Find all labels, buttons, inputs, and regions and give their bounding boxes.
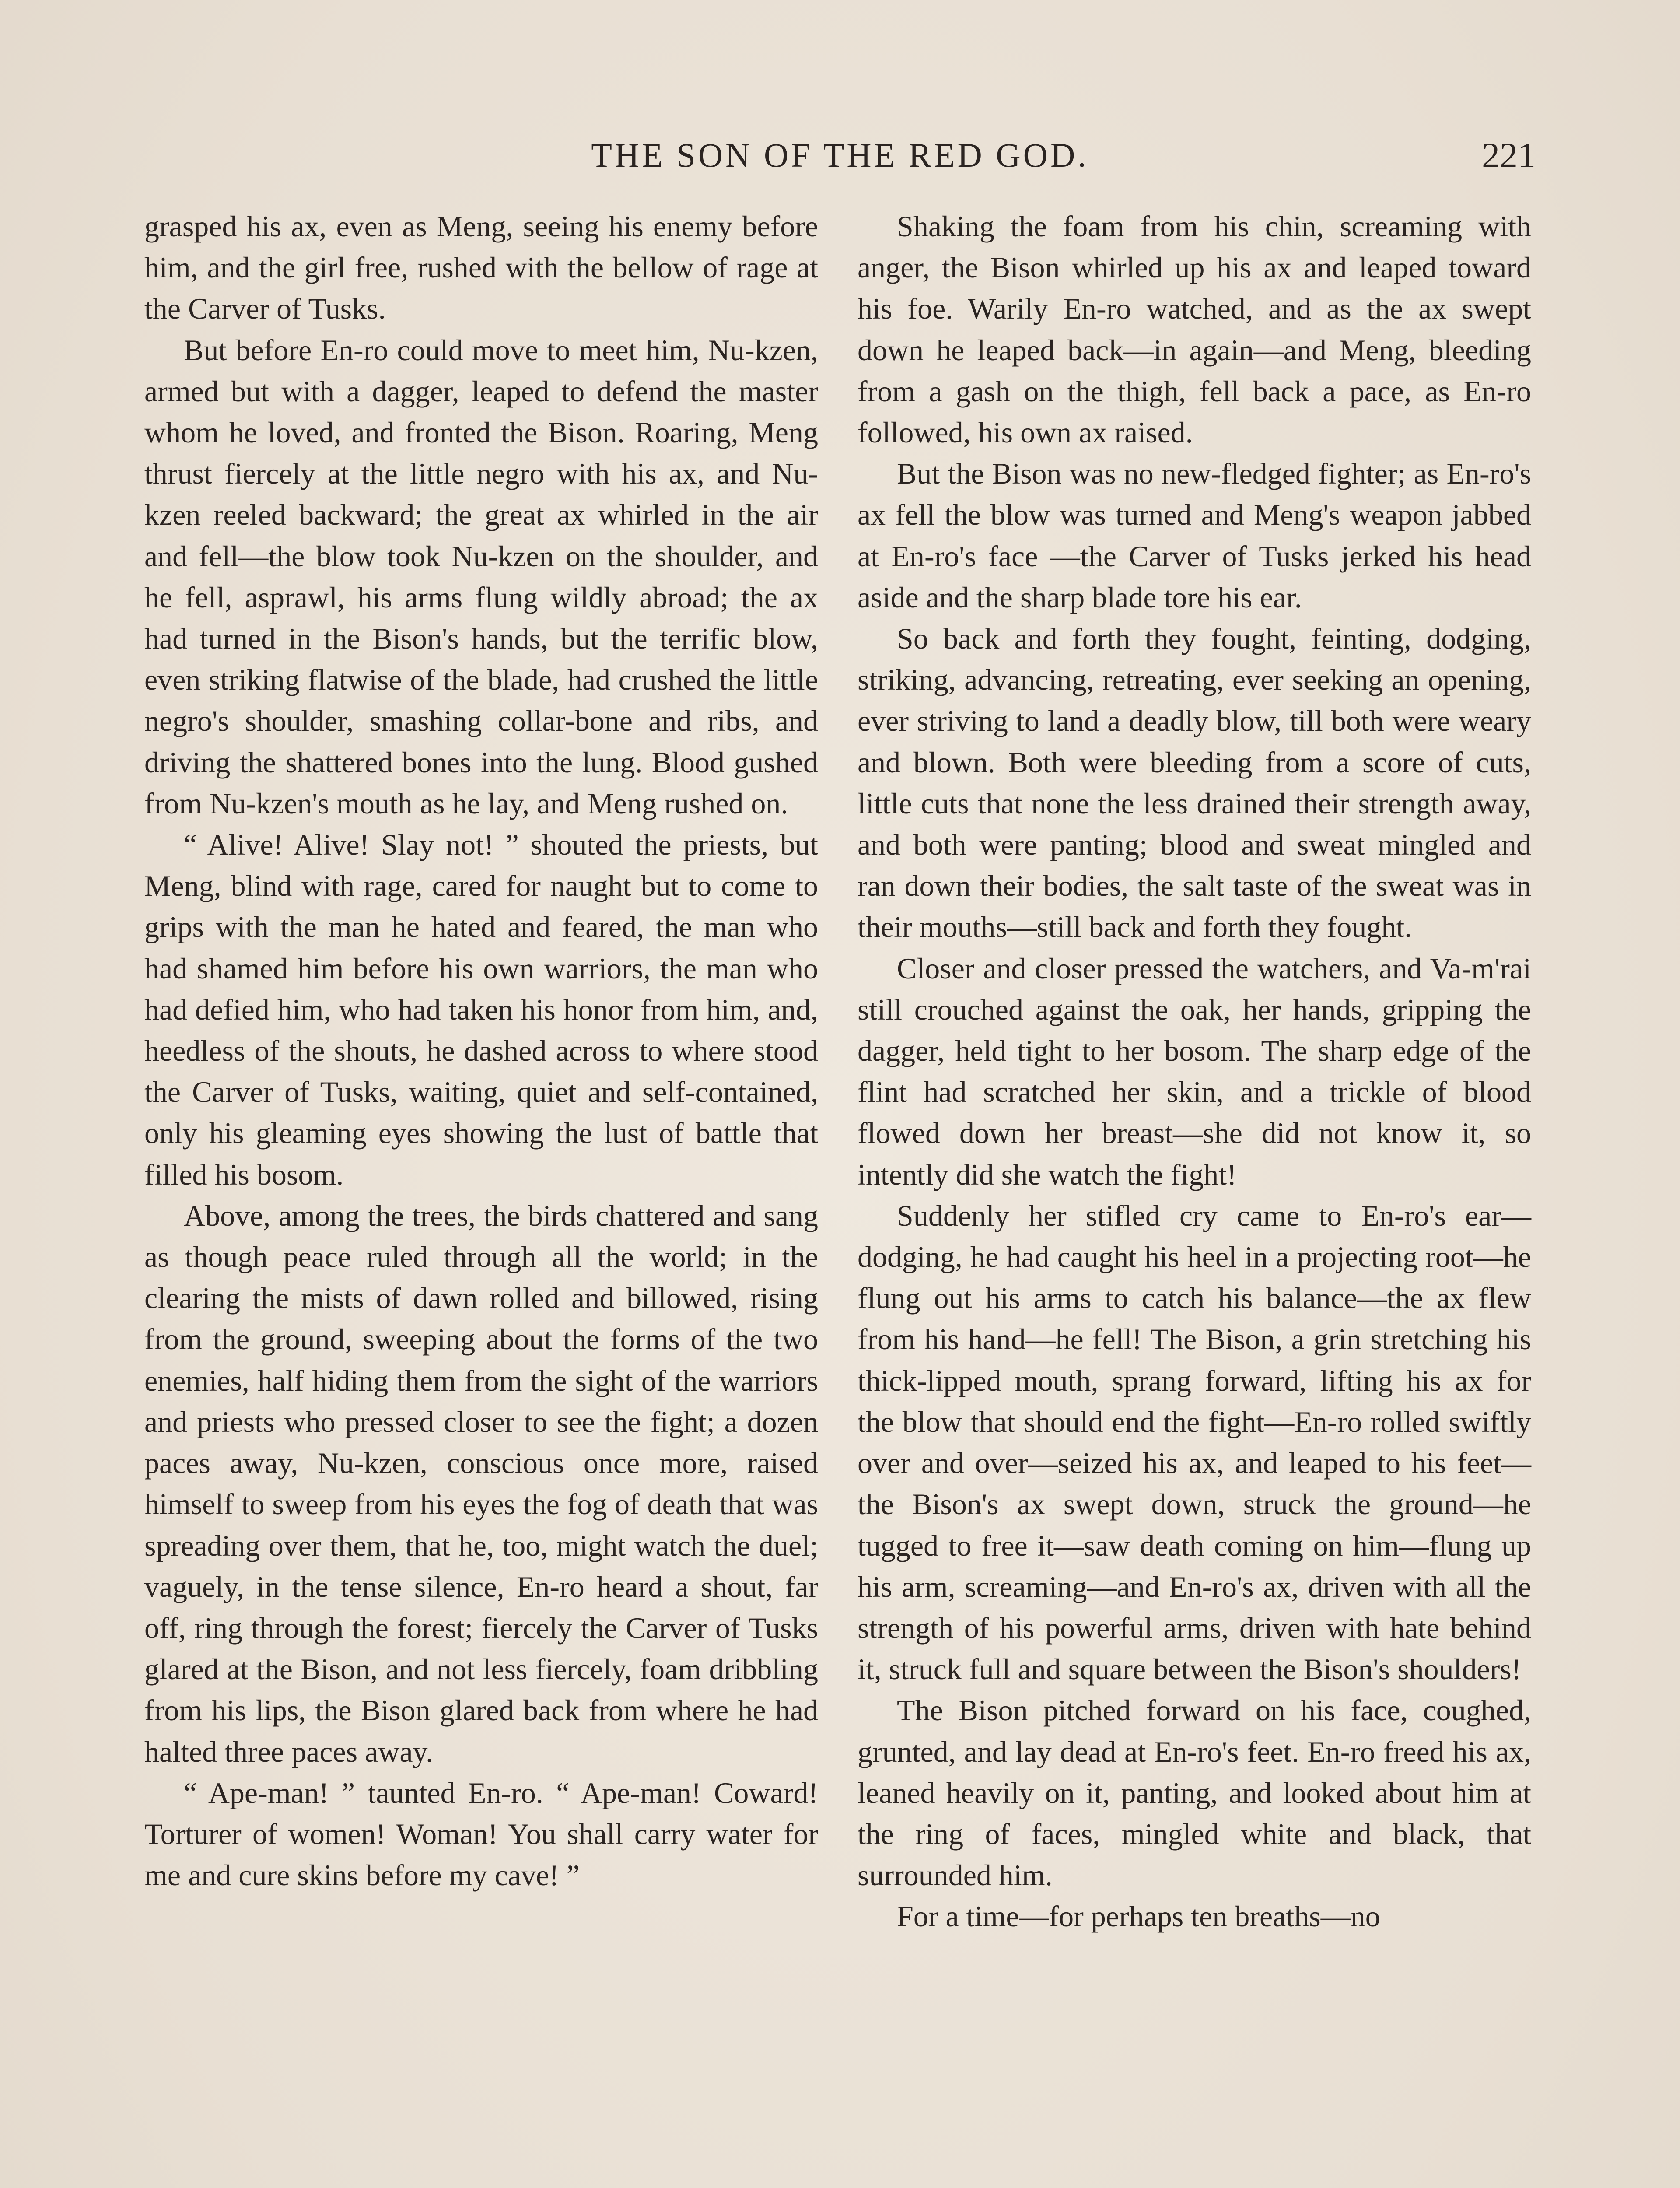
paragraph: “ Alive! Alive! Slay not! ” shouted the priests, but Meng, blind with rage, cared for naught but to come to grips with the man he hated and feared, the man who had shamed him before his own warriors, the man who had defied him, who had taken his honor from him, and, heedless of the shouts, he dashed across to where stood the Carver of Tusks, waiting, quiet and self-contained, only his gleaming eyes showing the lust of battle that filled his bosom. xyxy=(144,828,818,1191)
page-header xyxy=(144,131,1536,179)
paragraph: Above, among the trees, the birds chattered and sang as though peace ruled through all the world; in the clearing the mists of dawn rolled and billowed, rising from the ground, sweeping about the forms of the two enemies, half hiding them from the sight of the warriors and priests who pressed closer to see the fight; a dozen paces away, Nu-kzen, conscious once more, raised himself to sweep from his eyes the fog of death that was spreading over them, that he, too, might watch the duel; vaguely, in the tense silence, En-ro heard a shout, far off, ring through the forest; fiercely the Carver of Tusks glared at the Bison, and not less fiercely, foam dribbling from his lips, the Bison glared back from where he had halted three paces away. xyxy=(144,1199,818,1768)
paragraph: For a time—for perhaps ten breaths—no xyxy=(897,1900,1380,1933)
page-number: 221 xyxy=(1482,135,1536,175)
paragraph: But the Bison was no new-fledged fighter; as En-ro's ax fell the blow was turned and Meng's weapon jabbed at En-ro's face —the Carver of Tusks jerked his head aside and the sharp blade tore his ear. xyxy=(858,457,1531,614)
running-title: THE SON OF THE RED GOD. xyxy=(591,136,1089,174)
paragraph: Suddenly her stifled cry came to En-ro's ear—dodging, he had caught his heel in a projecting root—he flung out his arms to catch his balance—the ax flew from his hand—he fell! The Bison, a grin stretching his thick-lipped mouth, sprang forward, lifting his ax for the blow that should end the fight—En-ro rolled swiftly over and over—seized his ax, and leaped to his feet—the Bison's ax swept down, struck the ground—he tugged to free it—saw death coming on him—flung up his arm, screaming—and En-ro's ax, driven with all the strength of his powerful arms, driven with hate behind it, struck full and square between the Bison's shoulders! xyxy=(858,1199,1531,1686)
paragraph: But before En-ro could move to meet him, Nu-kzen, armed but with a dagger, leaped to defend the master whom he loved, and fronted the Bison. Roaring, Meng thrust fiercely at the little negro with his ax, and Nu-kzen reeled backward; the great ax whirled in the air and fell—the blow took Nu-kzen on the shoulder, and he fell, asprawl, his arms flung wildly abroad; the ax had turned in the Bison's hands, but the terrific blow, even striking flatwise of the blade, had crushed the little negro's shoulder, smashing collar-bone and ribs, and driving the shattered bones into the lung. Blood gushed from Nu-kzen's mouth as he lay, and Meng rushed on. xyxy=(144,333,818,820)
right-column xyxy=(858,206,1531,1937)
left-column xyxy=(144,206,818,1896)
paragraph: Shaking the foam from his chin, screaming with anger, the Bison whirled up his ax and leaped toward his foe. Warily En-ro watched, and as the ax swept down he leaped back—in again—and Meng, bleeding from a gash on the thigh, fell back a pace, as En-ro followed, his own ax raised. xyxy=(858,210,1531,449)
paragraph: So back and forth they fought, feinting, dodging, striking, advancing, retreating, ever seeking an opening, ever striving to land a deadly blow, till both were weary and blown. Both were bleeding from a score of cuts, little cuts that none the less drained their strength away, and both were panting; blood and sweat mingled and ran down their bodies, the salt taste of the sweat was in their mouths—still back and forth they fought. xyxy=(858,622,1531,944)
paragraph: grasped his ax, even as Meng, seeing his enemy before him, and the girl free, rushed with the bellow of rage at the Carver of Tusks. xyxy=(144,210,818,326)
paragraph: “ Ape-man! ” taunted En-ro. “ Ape-man! Coward! Torturer of women! Woman! You shall carry water for me and cure skins before my cave! ” xyxy=(144,1776,818,1892)
paragraph: The Bison pitched forward on his face, coughed, grunted, and lay dead at En-ro's feet. En-ro freed his ax, leaned heavily on it, panting, and looked about him at the ring of faces, mingled white and black, that surrounded him. xyxy=(858,1694,1531,1892)
paragraph: Closer and closer pressed the watchers, and Va-m'rai still crouched against the oak, her hands, gripping the dagger, held tight to her bosom. The sharp edge of the flint had scratched her skin, and a trickle of blood flowed down her breast—she did not know it, so intently did she watch the fight! xyxy=(858,951,1531,1191)
